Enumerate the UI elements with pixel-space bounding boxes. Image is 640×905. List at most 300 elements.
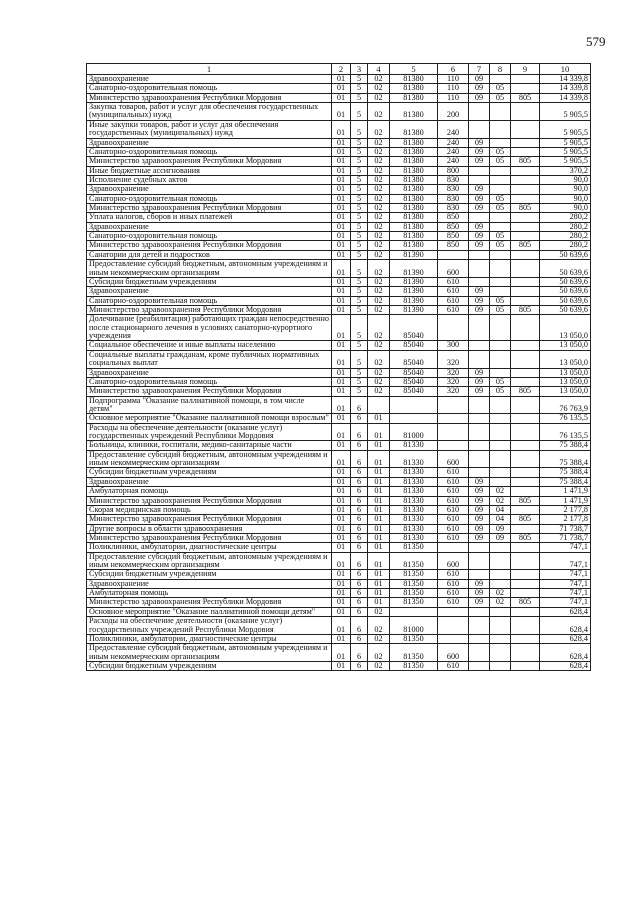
table-row: [87, 175, 591, 184]
code-event-cell: 02: [368, 260, 390, 278]
code-ministry-cell: [511, 543, 540, 552]
code-direction-cell: 81330: [390, 468, 438, 477]
code-event-cell: 01: [368, 477, 390, 486]
code-event-cell: 02: [368, 84, 390, 93]
amount-cell: 50 639,6: [540, 260, 591, 278]
item-name-cell: Субсидии бюджетным учреждениям: [87, 570, 332, 579]
code-direction-cell: 81330: [390, 524, 438, 533]
code-event-cell: 02: [368, 75, 390, 84]
code-direction-cell: [390, 396, 438, 414]
header-cell: 6: [438, 64, 469, 75]
code-section-cell: 09: [469, 305, 490, 314]
code-subprogram-cell: 5: [351, 93, 368, 102]
item-name-cell: Здравоохранение: [87, 477, 332, 486]
table-row: [87, 634, 591, 643]
code-subsection-cell: [490, 175, 511, 184]
code-subsection-cell: 05: [490, 147, 511, 156]
header-cell: 1: [87, 64, 332, 75]
item-name-cell: Долечивание (реабилитация) работающих граждан непосредственно после стационарного лечения в условиях санаторно-курортного учреждения: [87, 315, 332, 341]
code-subprogram-cell: 5: [351, 213, 368, 222]
table-row: [87, 250, 591, 259]
table-row: [87, 84, 591, 93]
code-section-cell: 09: [469, 138, 490, 147]
code-program-cell: 01: [332, 241, 351, 250]
code-subprogram-cell: 5: [351, 84, 368, 93]
code-expense-type-cell: 610: [438, 662, 469, 671]
item-name-cell: Предоставление субсидий бюджетным, автономным учреждениям и иным некоммерческим организациям: [87, 450, 332, 468]
code-expense-type-cell: 200: [438, 103, 469, 121]
code-expense-type-cell: [438, 315, 469, 341]
code-expense-type-cell: 850: [438, 232, 469, 241]
amount-cell: 13 050,0: [540, 368, 591, 377]
code-subprogram-cell: 5: [351, 175, 368, 184]
code-event-cell: 02: [368, 222, 390, 231]
code-direction-cell: 81330: [390, 505, 438, 514]
code-section-cell: 09: [469, 524, 490, 533]
code-subsection-cell: [490, 634, 511, 643]
code-subsection-cell: [490, 552, 511, 570]
code-ministry-cell: [511, 644, 540, 662]
code-subsection-cell: [490, 350, 511, 368]
code-program-cell: 01: [332, 607, 351, 616]
item-name-cell: Министерство здравоохранения Республики Мордовия: [87, 305, 332, 314]
code-event-cell: 01: [368, 570, 390, 579]
code-expense-type-cell: [438, 607, 469, 616]
code-program-cell: 01: [332, 157, 351, 166]
budget-table: [86, 63, 591, 671]
code-ministry-cell: [511, 487, 540, 496]
code-direction-cell: 81330: [390, 496, 438, 505]
table-row: [87, 644, 591, 662]
code-section-cell: 09: [469, 147, 490, 156]
code-program-cell: 01: [332, 617, 351, 635]
code-direction-cell: 81380: [390, 222, 438, 231]
code-subsection-cell: [490, 75, 511, 84]
code-program-cell: 01: [332, 387, 351, 396]
amount-cell: 370,2: [540, 166, 591, 175]
code-ministry-cell: [511, 368, 540, 377]
code-ministry-cell: [511, 414, 540, 423]
code-ministry-cell: [511, 441, 540, 450]
code-expense-type-cell: [438, 634, 469, 643]
code-event-cell: 01: [368, 487, 390, 496]
code-program-cell: 01: [332, 524, 351, 533]
code-ministry-cell: [511, 138, 540, 147]
code-program-cell: 01: [332, 341, 351, 350]
code-ministry-cell: 805: [511, 496, 540, 505]
code-event-cell: 02: [368, 377, 390, 386]
code-section-cell: 09: [469, 287, 490, 296]
code-direction-cell: 81380: [390, 194, 438, 203]
code-program-cell: 01: [332, 204, 351, 213]
item-name-cell: Предоставление субсидий бюджетным, автономным учреждениям и иным некоммерческим организациям: [87, 644, 332, 662]
code-direction-cell: 81380: [390, 120, 438, 138]
code-section-cell: 09: [469, 579, 490, 588]
item-name-cell: Субсидии бюджетным учреждениям: [87, 662, 332, 671]
code-program-cell: 01: [332, 120, 351, 138]
item-name-cell: Уплата налогов, сборов и иных платежей: [87, 213, 332, 222]
table-row: [87, 505, 591, 514]
code-subprogram-cell: 5: [351, 296, 368, 305]
code-section-cell: [469, 260, 490, 278]
item-name-cell: Здравоохранение: [87, 222, 332, 231]
item-name-cell: Санатории для детей и подростков: [87, 250, 332, 259]
amount-cell: 14 339,8: [540, 93, 591, 102]
code-program-cell: 01: [332, 450, 351, 468]
code-direction-cell: 85040: [390, 368, 438, 377]
code-ministry-cell: [511, 505, 540, 514]
code-ministry-cell: 805: [511, 93, 540, 102]
code-program-cell: 01: [332, 103, 351, 121]
code-subsection-cell: [490, 477, 511, 486]
amount-cell: 90,0: [540, 185, 591, 194]
code-subprogram-cell: 6: [351, 662, 368, 671]
code-section-cell: [469, 166, 490, 175]
header-row: [87, 64, 591, 75]
item-name-cell: Санаторно-оздоровительная помощь: [87, 84, 332, 93]
code-expense-type-cell: 610: [438, 277, 469, 286]
code-subsection-cell: 04: [490, 505, 511, 514]
code-expense-type-cell: 610: [438, 515, 469, 524]
item-name-cell: Санаторно-оздоровительная помощь: [87, 147, 332, 156]
table-row: [87, 138, 591, 147]
code-direction-cell: 81380: [390, 185, 438, 194]
table-row: [87, 75, 591, 84]
code-expense-type-cell: [438, 441, 469, 450]
code-section-cell: [469, 552, 490, 570]
code-subprogram-cell: 5: [351, 157, 368, 166]
code-direction-cell: 85040: [390, 377, 438, 386]
code-ministry-cell: [511, 662, 540, 671]
code-section-cell: [469, 543, 490, 552]
code-section-cell: 09: [469, 589, 490, 598]
code-direction-cell: 81380: [390, 232, 438, 241]
code-direction-cell: 85040: [390, 315, 438, 341]
code-ministry-cell: [511, 315, 540, 341]
header-cell: 3: [351, 64, 368, 75]
code-program-cell: 01: [332, 222, 351, 231]
table-row: [87, 350, 591, 368]
amount-cell: 50 639,6: [540, 305, 591, 314]
amount-cell: 280,2: [540, 232, 591, 241]
code-subsection-cell: [490, 103, 511, 121]
code-expense-type-cell: 610: [438, 570, 469, 579]
code-direction-cell: 81350: [390, 589, 438, 598]
code-direction-cell: 81390: [390, 296, 438, 305]
amount-cell: 13 050,0: [540, 350, 591, 368]
amount-cell: 628,4: [540, 634, 591, 643]
code-section-cell: 09: [469, 232, 490, 241]
code-ministry-cell: 805: [511, 204, 540, 213]
code-direction-cell: 81350: [390, 634, 438, 643]
amount-cell: 747,1: [540, 570, 591, 579]
code-subsection-cell: [490, 341, 511, 350]
table-row: [87, 194, 591, 203]
amount-cell: 71 738,7: [540, 524, 591, 533]
code-subsection-cell: 02: [490, 496, 511, 505]
code-expense-type-cell: 610: [438, 589, 469, 598]
code-event-cell: 02: [368, 157, 390, 166]
amount-cell: 14 339,8: [540, 84, 591, 93]
code-ministry-cell: [511, 589, 540, 598]
code-subsection-cell: [490, 120, 511, 138]
code-event-cell: 02: [368, 387, 390, 396]
code-subprogram-cell: 6: [351, 515, 368, 524]
code-section-cell: 09: [469, 387, 490, 396]
code-program-cell: 01: [332, 570, 351, 579]
code-subprogram-cell: 5: [351, 75, 368, 84]
code-program-cell: 01: [332, 598, 351, 607]
amount-cell: 747,1: [540, 598, 591, 607]
code-expense-type-cell: 110: [438, 93, 469, 102]
code-expense-type-cell: 610: [438, 477, 469, 486]
code-program-cell: 01: [332, 232, 351, 241]
item-name-cell: Амбулаторная помощь: [87, 487, 332, 496]
code-subsection-cell: [490, 222, 511, 231]
code-expense-type-cell: 110: [438, 75, 469, 84]
table-row: [87, 396, 591, 414]
code-section-cell: [469, 570, 490, 579]
code-ministry-cell: [511, 75, 540, 84]
code-expense-type-cell: [438, 250, 469, 259]
code-direction-cell: 81390: [390, 260, 438, 278]
code-section-cell: 09: [469, 533, 490, 542]
code-event-cell: 01: [368, 505, 390, 514]
table-row: [87, 570, 591, 579]
code-section-cell: [469, 644, 490, 662]
code-event-cell: 01: [368, 423, 390, 441]
code-direction-cell: 81350: [390, 598, 438, 607]
code-expense-type-cell: 830: [438, 175, 469, 184]
code-subsection-cell: [490, 579, 511, 588]
code-subsection-cell: [490, 368, 511, 377]
code-ministry-cell: [511, 296, 540, 305]
header-cell: 8: [490, 64, 511, 75]
code-section-cell: 09: [469, 377, 490, 386]
code-ministry-cell: [511, 250, 540, 259]
code-expense-type-cell: 850: [438, 213, 469, 222]
code-subsection-cell: [490, 185, 511, 194]
code-expense-type-cell: 320: [438, 350, 469, 368]
code-subprogram-cell: 5: [351, 387, 368, 396]
code-subprogram-cell: 6: [351, 634, 368, 643]
code-section-cell: [469, 250, 490, 259]
code-event-cell: 02: [368, 250, 390, 259]
code-subprogram-cell: 6: [351, 487, 368, 496]
code-program-cell: 01: [332, 515, 351, 524]
amount-cell: 2 177,8: [540, 505, 591, 514]
code-section-cell: [469, 350, 490, 368]
code-event-cell: 02: [368, 305, 390, 314]
code-direction-cell: 81380: [390, 93, 438, 102]
code-subprogram-cell: 5: [351, 341, 368, 350]
code-ministry-cell: [511, 185, 540, 194]
amount-cell: 1 471,9: [540, 487, 591, 496]
code-event-cell: 02: [368, 204, 390, 213]
code-program-cell: 01: [332, 552, 351, 570]
code-program-cell: 01: [332, 250, 351, 259]
code-program-cell: 01: [332, 166, 351, 175]
code-ministry-cell: [511, 103, 540, 121]
amount-cell: 50 639,6: [540, 287, 591, 296]
code-expense-type-cell: [438, 617, 469, 635]
code-subprogram-cell: 5: [351, 260, 368, 278]
item-name-cell: Предоставление субсидий бюджетным, автономным учреждениям и иным некоммерческим организациям: [87, 260, 332, 278]
code-direction-cell: 81380: [390, 241, 438, 250]
amount-cell: 76 763,9: [540, 396, 591, 414]
code-expense-type-cell: 610: [438, 468, 469, 477]
code-direction-cell: 81350: [390, 579, 438, 588]
code-subsection-cell: 02: [490, 589, 511, 598]
table-row: [87, 579, 591, 588]
code-subsection-cell: 05: [490, 194, 511, 203]
page-number: 579: [586, 34, 606, 49]
table-row: [87, 241, 591, 250]
table-row: [87, 147, 591, 156]
amount-cell: 628,4: [540, 662, 591, 671]
code-subsection-cell: 05: [490, 93, 511, 102]
code-subprogram-cell: 5: [351, 185, 368, 194]
amount-cell: 5 905,5: [540, 120, 591, 138]
code-subsection-cell: 05: [490, 377, 511, 386]
item-name-cell: Министерство здравоохранения Республики Мордовия: [87, 93, 332, 102]
item-name-cell: Скорая медицинская помощь: [87, 505, 332, 514]
amount-cell: 90,0: [540, 175, 591, 184]
code-program-cell: 01: [332, 505, 351, 514]
item-name-cell: Субсидии бюджетным учреждениям: [87, 468, 332, 477]
item-name-cell: Министерство здравоохранения Республики Мордовия: [87, 496, 332, 505]
code-direction-cell: 81330: [390, 533, 438, 542]
code-subprogram-cell: 5: [351, 120, 368, 138]
amount-cell: 628,4: [540, 644, 591, 662]
code-program-cell: 01: [332, 423, 351, 441]
code-expense-type-cell: 610: [438, 487, 469, 496]
code-expense-type-cell: 610: [438, 496, 469, 505]
code-subprogram-cell: 5: [351, 166, 368, 175]
code-event-cell: 01: [368, 579, 390, 588]
amount-cell: 747,1: [540, 579, 591, 588]
table-row: [87, 662, 591, 671]
code-subsection-cell: [490, 441, 511, 450]
code-ministry-cell: [511, 277, 540, 286]
code-ministry-cell: [511, 341, 540, 350]
code-expense-type-cell: 110: [438, 84, 469, 93]
code-program-cell: 01: [332, 147, 351, 156]
amount-cell: 5 905,5: [540, 103, 591, 121]
code-program-cell: 01: [332, 579, 351, 588]
table-row: [87, 185, 591, 194]
code-subprogram-cell: 5: [351, 138, 368, 147]
code-program-cell: 01: [332, 260, 351, 278]
amount-cell: 2 177,8: [540, 515, 591, 524]
code-event-cell: 01: [368, 552, 390, 570]
code-direction-cell: 81330: [390, 487, 438, 496]
code-event-cell: 02: [368, 120, 390, 138]
table-row: [87, 589, 591, 598]
table-row: [87, 468, 591, 477]
table-row: [87, 533, 591, 542]
code-ministry-cell: [511, 477, 540, 486]
code-subsection-cell: [490, 396, 511, 414]
code-expense-type-cell: 610: [438, 524, 469, 533]
item-name-cell: Министерство здравоохранения Республики Мордовия: [87, 533, 332, 542]
code-event-cell: 02: [368, 213, 390, 222]
code-subsection-cell: [490, 213, 511, 222]
code-program-cell: 01: [332, 175, 351, 184]
code-section-cell: [469, 277, 490, 286]
amount-cell: 5 905,5: [540, 157, 591, 166]
code-program-cell: 01: [332, 634, 351, 643]
code-program-cell: 01: [332, 496, 351, 505]
item-name-cell: Поликлиники, амбулатории, диагностические центры: [87, 634, 332, 643]
code-expense-type-cell: 240: [438, 147, 469, 156]
code-event-cell: 02: [368, 644, 390, 662]
item-name-cell: Здравоохранение: [87, 75, 332, 84]
code-section-cell: [469, 341, 490, 350]
table-row: [87, 93, 591, 102]
table-row: [87, 524, 591, 533]
code-subprogram-cell: 5: [351, 315, 368, 341]
amount-cell: 628,4: [540, 607, 591, 616]
amount-cell: 13 050,0: [540, 387, 591, 396]
code-section-cell: [469, 607, 490, 616]
code-direction-cell: 81330: [390, 450, 438, 468]
code-program-cell: 01: [332, 287, 351, 296]
code-direction-cell: 81380: [390, 138, 438, 147]
item-name-cell: Основное мероприятие "Оказание паллиативной помощи детям": [87, 607, 332, 616]
code-event-cell: 02: [368, 175, 390, 184]
code-section-cell: 09: [469, 222, 490, 231]
code-direction-cell: 85040: [390, 341, 438, 350]
code-expense-type-cell: 240: [438, 120, 469, 138]
code-expense-type-cell: 850: [438, 241, 469, 250]
code-event-cell: 01: [368, 589, 390, 598]
amount-cell: 75 388,4: [540, 477, 591, 486]
code-section-cell: 09: [469, 241, 490, 250]
code-direction-cell: 85040: [390, 350, 438, 368]
code-expense-type-cell: 600: [438, 260, 469, 278]
code-event-cell: 01: [368, 441, 390, 450]
code-expense-type-cell: 300: [438, 341, 469, 350]
code-subsection-cell: 05: [490, 305, 511, 314]
code-direction-cell: 85040: [390, 387, 438, 396]
code-event-cell: 02: [368, 634, 390, 643]
code-ministry-cell: 805: [511, 533, 540, 542]
item-name-cell: Субсидии бюджетным учреждениям: [87, 277, 332, 286]
item-name-cell: Здравоохранение: [87, 185, 332, 194]
table-row: [87, 543, 591, 552]
code-direction-cell: 81390: [390, 250, 438, 259]
code-program-cell: 01: [332, 315, 351, 341]
code-subsection-cell: 05: [490, 232, 511, 241]
code-subprogram-cell: 6: [351, 496, 368, 505]
code-ministry-cell: [511, 468, 540, 477]
code-ministry-cell: [511, 84, 540, 93]
item-name-cell: Здравоохранение: [87, 287, 332, 296]
code-program-cell: 01: [332, 194, 351, 203]
code-subprogram-cell: 5: [351, 204, 368, 213]
code-expense-type-cell: [438, 543, 469, 552]
table-row: [87, 315, 591, 341]
header-cell: 9: [511, 64, 540, 75]
code-subprogram-cell: 6: [351, 552, 368, 570]
code-section-cell: 09: [469, 75, 490, 84]
code-ministry-cell: [511, 607, 540, 616]
header-cell: 5: [390, 64, 438, 75]
header-cell: 7: [469, 64, 490, 75]
code-expense-type-cell: 800: [438, 166, 469, 175]
amount-cell: 75 388,4: [540, 441, 591, 450]
